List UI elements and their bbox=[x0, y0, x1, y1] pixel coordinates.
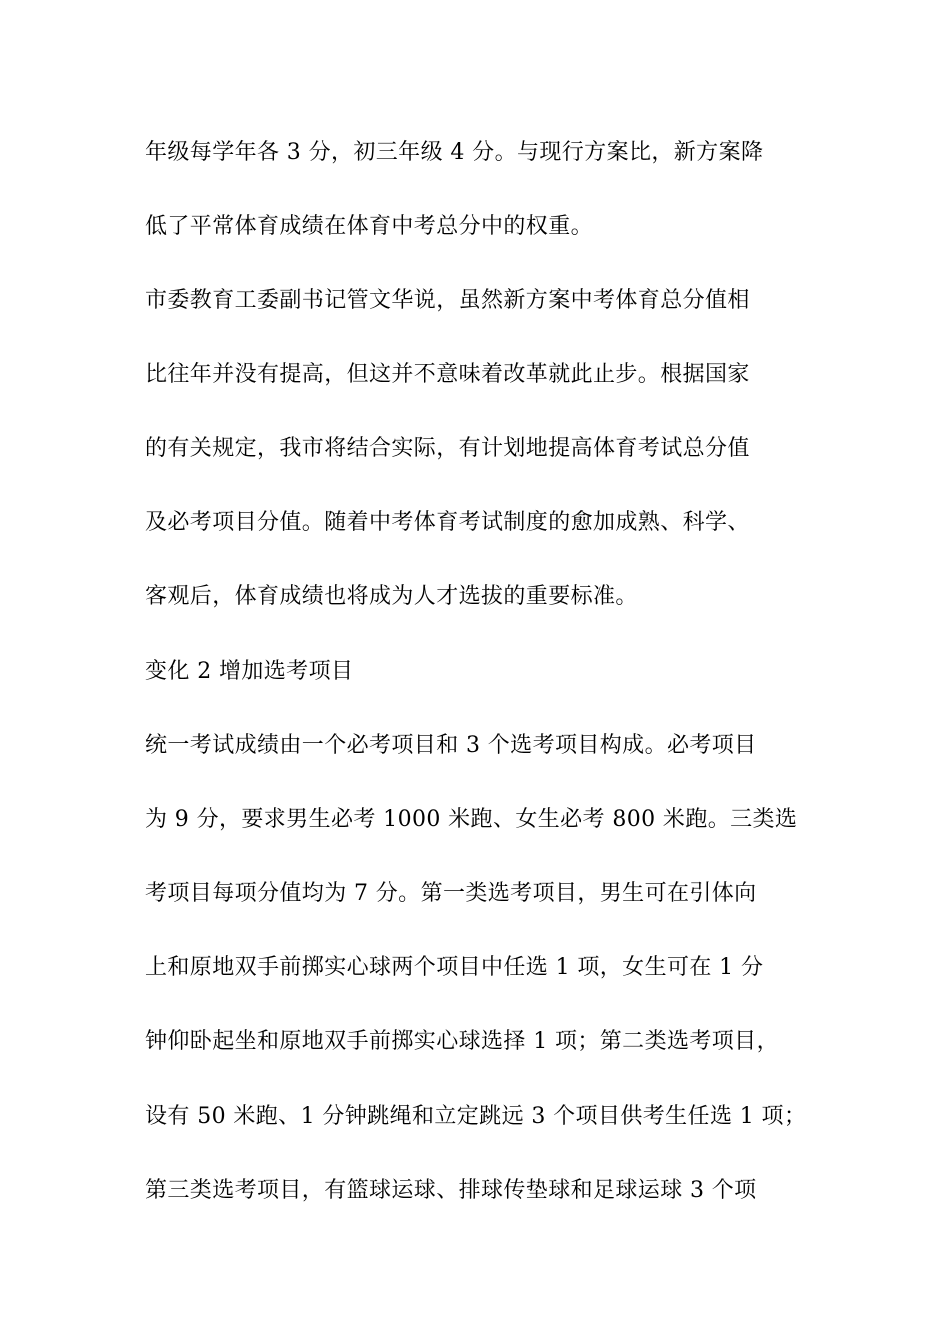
section-heading: 变化 2 增加选考项目 bbox=[145, 659, 354, 684]
text-line: 市委教育工委副书记管文华说，虽然新方案中考体育总分值相 bbox=[145, 288, 750, 313]
text-line: 年级每学年各 3 分，初三年级 4 分。与现行方案比，新方案降 bbox=[145, 140, 764, 165]
text-line: 客观后，体育成绩也将成为人才选拔的重要标准。 bbox=[145, 584, 638, 609]
text-line: 第三类选考项目，有篮球运球、排球传垫球和足球运球 3 个项 bbox=[145, 1178, 757, 1203]
text-line: 考项目每项分值均为 7 分。第一类选考项目，男生可在引体向 bbox=[145, 881, 757, 906]
text-line: 统一考试成绩由一个必考项目和 3 个选考项目构成。必考项目 bbox=[145, 733, 757, 758]
text-line: 为 9 分，要求男生必考 1000 米跑、女生必考 800 米跑。三类选 bbox=[145, 807, 798, 832]
text-line: 比往年并没有提高，但这并不意味着改革就此止步。根据国家 bbox=[145, 362, 750, 387]
text-line: 低了平常体育成绩在体育中考总分中的权重。 bbox=[145, 214, 594, 239]
text-line: 上和原地双手前掷实心球两个项目中任选 1 项，女生可在 1 分 bbox=[145, 955, 764, 980]
text-line: 的有关规定，我市将结合实际，有计划地提高体育考试总分值 bbox=[145, 436, 750, 461]
text-line: 设有 50 米跑、1 分钟跳绳和立定跳远 3 个项目供考生任选 1 项； bbox=[145, 1104, 807, 1129]
text-line: 及必考项目分值。随着中考体育考试制度的愈加成熟、科学、 bbox=[145, 510, 750, 535]
text-line: 钟仰卧起坐和原地双手前掷实心球选择 1 项；第二类选考项目， bbox=[145, 1029, 779, 1054]
